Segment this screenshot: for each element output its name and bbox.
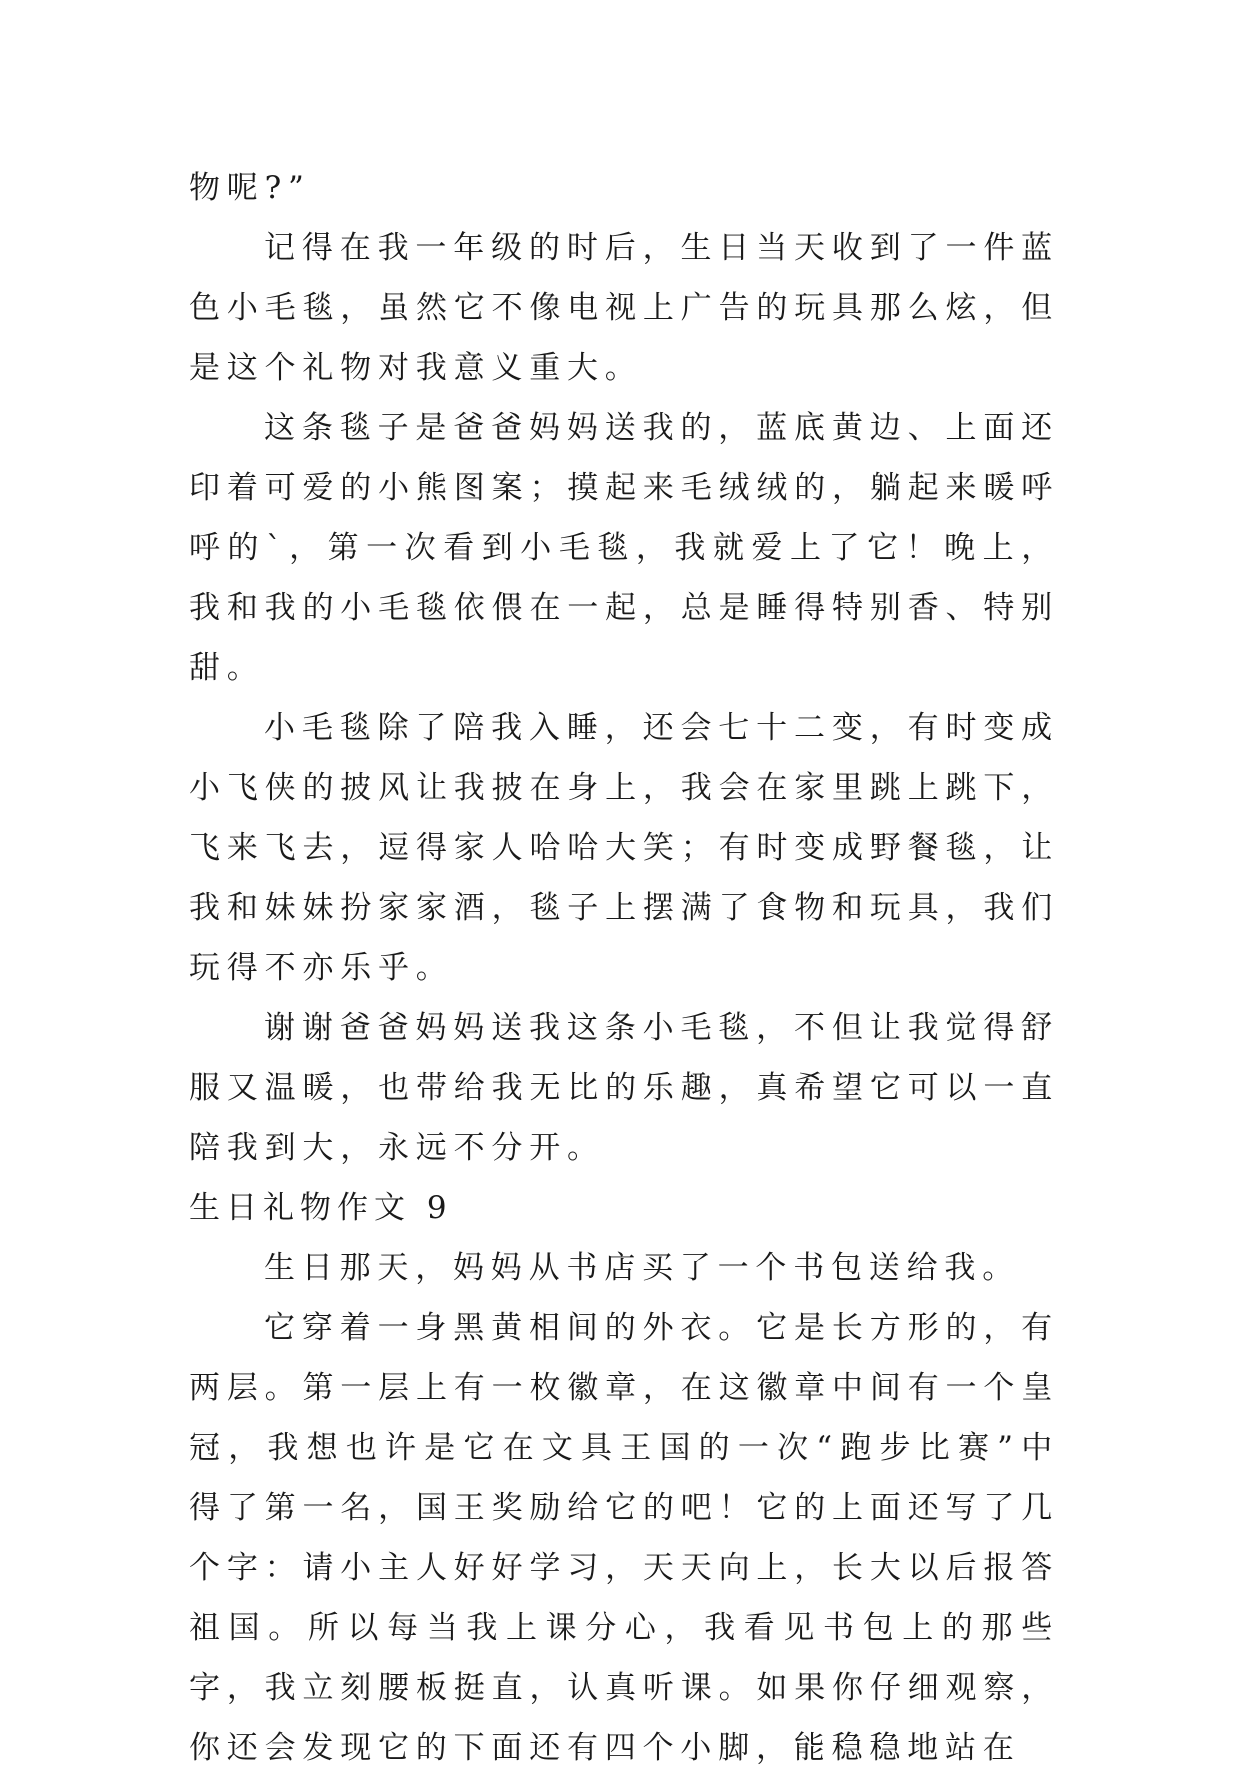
paragraph: 小毛毯除了陪我入睡，还会七十二变，有时变成小飞侠的披风让我披在身上，我会在家里跳上跳下，飞来飞去，逗得家人哈哈大笑；有时变成野餐毯，让我和妹妹扮家家酒，毯子上摆满了食物和玩具，我们玩得不亦乐乎。 xyxy=(189,710,1059,986)
paragraph-continuation: 物呢?” xyxy=(189,170,311,206)
paragraph: 记得在我一年级的时后，生日当天收到了一件蓝色小毛毯，虽然它不像电视上广告的玩具那么炫，但是这个礼物对我意义重大。 xyxy=(189,230,1059,386)
paragraph: 这条毯子是爸爸妈妈送我的，蓝底黄边、上面还印着可爱的小熊图案；摸起来毛绒绒的，躺起来暖呼呼的`，第一次看到小毛毯，我就爱上了它！晚上，我和我的小毛毯依偎在一起，总是睡得特别香、特别甜。 xyxy=(189,410,1059,686)
paragraph: 生日那天，妈妈从书店买了一个书包送给我。 xyxy=(264,1250,1020,1286)
document-body xyxy=(189,158,1059,1778)
section-heading: 生日礼物作文 9 xyxy=(189,1190,453,1226)
paragraph: 谢谢爸爸妈妈送我这条小毛毯，不但让我觉得舒服又温暖，也带给我无比的乐趣，真希望它可以一直陪我到大，永远不分开。 xyxy=(189,1010,1059,1166)
paragraph: 它穿着一身黑黄相间的外衣。它是长方形的，有两层。第一层上有一枚徽章，在这徽章中间有一个皇冠，我想也许是它在文具王国的一次“跑步比赛”中得了第一名，国王奖励给它的吧！它的上面还写了几个字：请小主人好好学习，天天向上，长大以后报答祖国。所以每当我上课分心，我看见书包上的那些字，我立刻腰板挺直，认真听课。如果你仔细观察，你还会发现它的下面还有四个小脚，能稳稳地站在 xyxy=(189,1310,1059,1766)
